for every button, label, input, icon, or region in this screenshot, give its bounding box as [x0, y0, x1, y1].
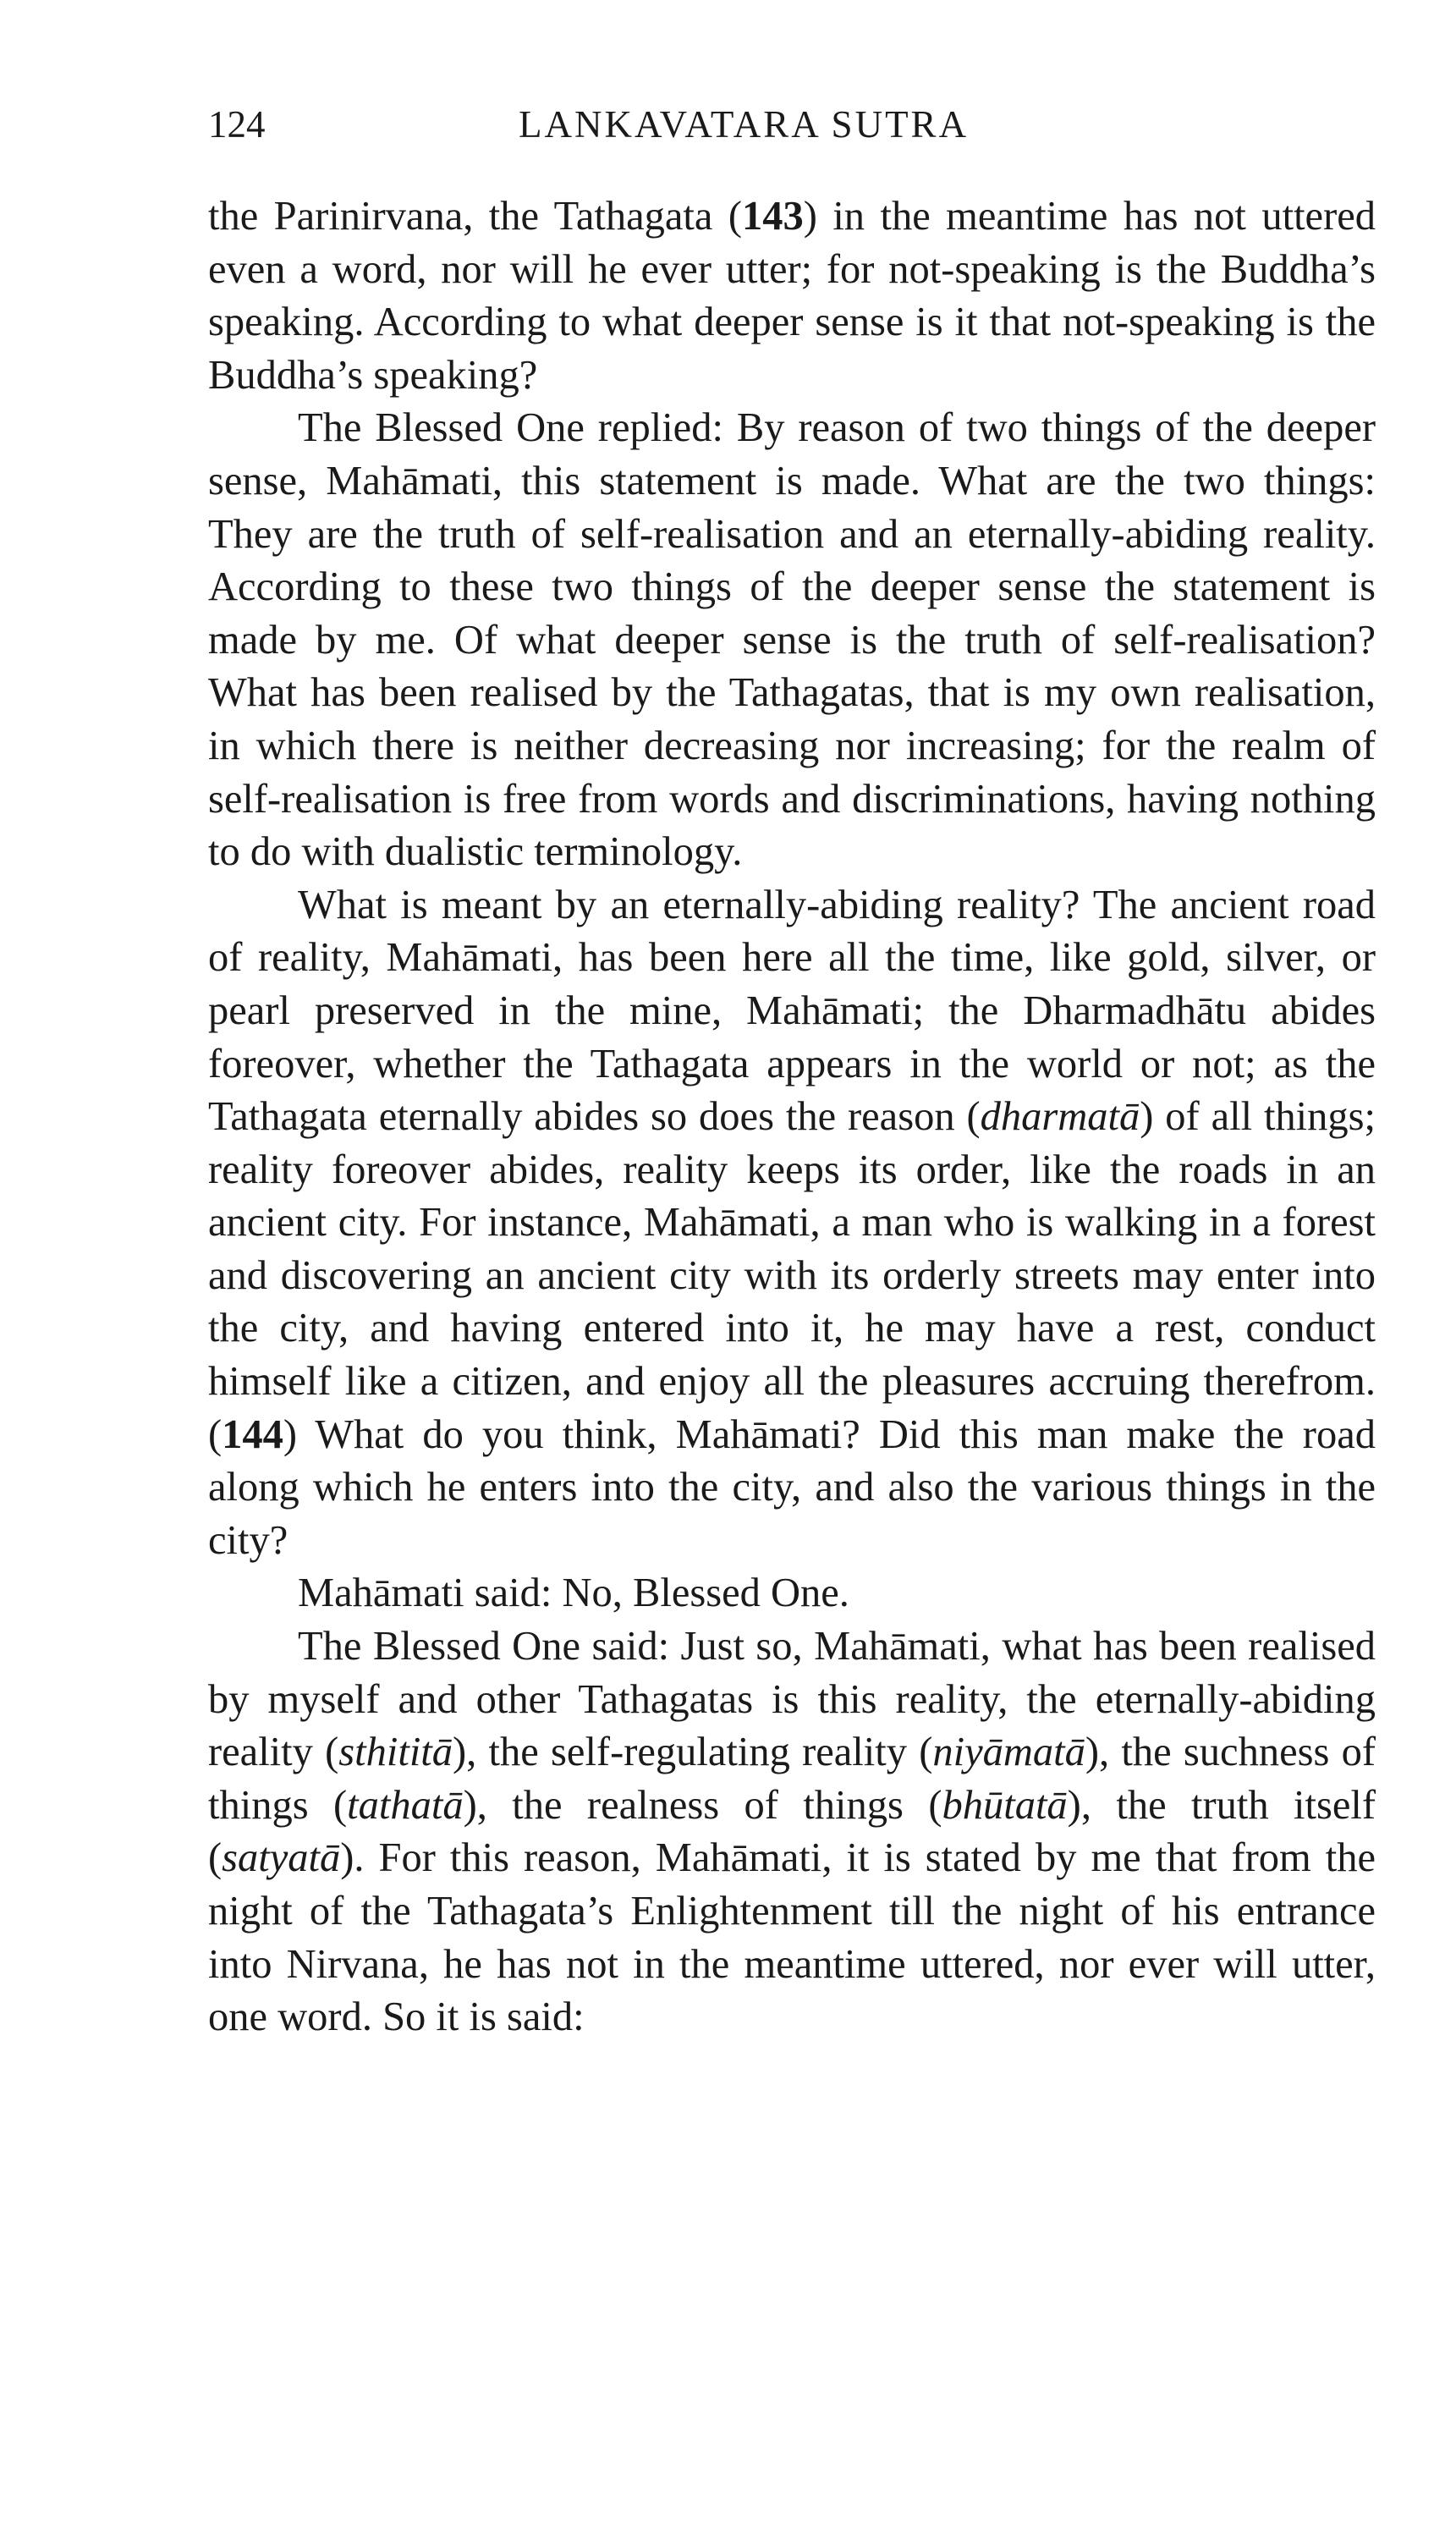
section-number: 144 — [222, 1411, 283, 1457]
page-number: 124 — [208, 103, 266, 146]
paragraph — [208, 879, 1376, 1568]
body-text — [208, 190, 1376, 2044]
running-head — [208, 95, 1376, 154]
paragraph — [208, 1567, 1376, 1620]
sanskrit-term: niyāmatā — [932, 1730, 1085, 1775]
text-run: ) What do you think, Mahāmati? Did this man make the road along which he enters into the city, and also the various things in the city? — [208, 1411, 1376, 1563]
paragraph — [208, 1620, 1376, 2044]
sanskrit-term: satyatā — [222, 1835, 341, 1881]
text-run: ), the self-regulating reality ( — [453, 1730, 933, 1775]
text-run: The Blessed One replied: By reason of two things of the deeper sense, Mahāmati, this statement is made. What are the two things: They are the truth of self-realisation and an eternally-abiding reality. According to these two things of the deeper sense the statement is made by me. Of what deeper sense is the truth of self-realisation? What has been realised by the Tathagatas, that is my own realisation, in which there is neither decreasing nor increasing; for the realm of self-realisation is free from words and discriminations, having nothing to do with dualistic terminology. — [208, 405, 1376, 875]
text-run: The Blessed One said: Just so, Mahāmati, what has been realised by myself and other Tathagatas is this reality, the eternally-abiding reality ( — [208, 1624, 1376, 1775]
text-run: ) in the meantime has not uttered even a word, nor will he ever utter; for not-speaking is the Buddha’s speaking. According to what deeper sense is it that not-speaking is the Buddha’s speaking? — [208, 194, 1376, 398]
paragraph — [208, 402, 1376, 878]
text-run: ), the truth itself ( — [208, 1782, 1376, 1881]
section-number: 143 — [742, 194, 804, 239]
sanskrit-term: sthititā — [338, 1730, 453, 1775]
text-run: Mahāmati said: No, Blessed One. — [298, 1571, 849, 1616]
text-run: ) of all things; reality foreover abides, reality keeps its order, like the roads in an ancient city. For instance, Mahāmati, a man who is walking in a forest and discovering an ancient city with its orderly streets may enter into the city, and having entered into it, he may have a rest, conduct himself like a citizen, and enjoy all the pleasures accruing therefrom. ( — [208, 1094, 1376, 1457]
paragraph — [208, 190, 1376, 402]
sanskrit-term: bhūtatā — [942, 1782, 1068, 1828]
sanskrit-term: tathatā — [347, 1782, 464, 1828]
text-run: ), the realness of things ( — [463, 1782, 942, 1828]
text-run: What is meant by an eternally-abiding reality? The ancient road of reality, Mahāmati, has been here all the time, like gold, silver, or pearl preserved in the mine, Mahāmati; the Dharmadhātu abides foreover, whether the Tathagata appears in the world or not; as the Tathagata eternally abides so does the reason ( — [208, 882, 1376, 1140]
text-run: ). For this reason, Mahāmati, it is stated by me that from the night of the Tathagata’s Enlightenment till the night of his entrance into Nirvana, he has not in the meantime uttered, nor ever will utter, one word. So it is said: — [208, 1835, 1376, 2040]
sanskrit-term: dharmatā — [980, 1094, 1140, 1140]
text-run: ), the suchness of things ( — [208, 1730, 1376, 1828]
running-title: LANKAVATARA SUTRA — [519, 103, 970, 146]
text-run: the Parinirvana, the Tathagata ( — [208, 194, 742, 239]
